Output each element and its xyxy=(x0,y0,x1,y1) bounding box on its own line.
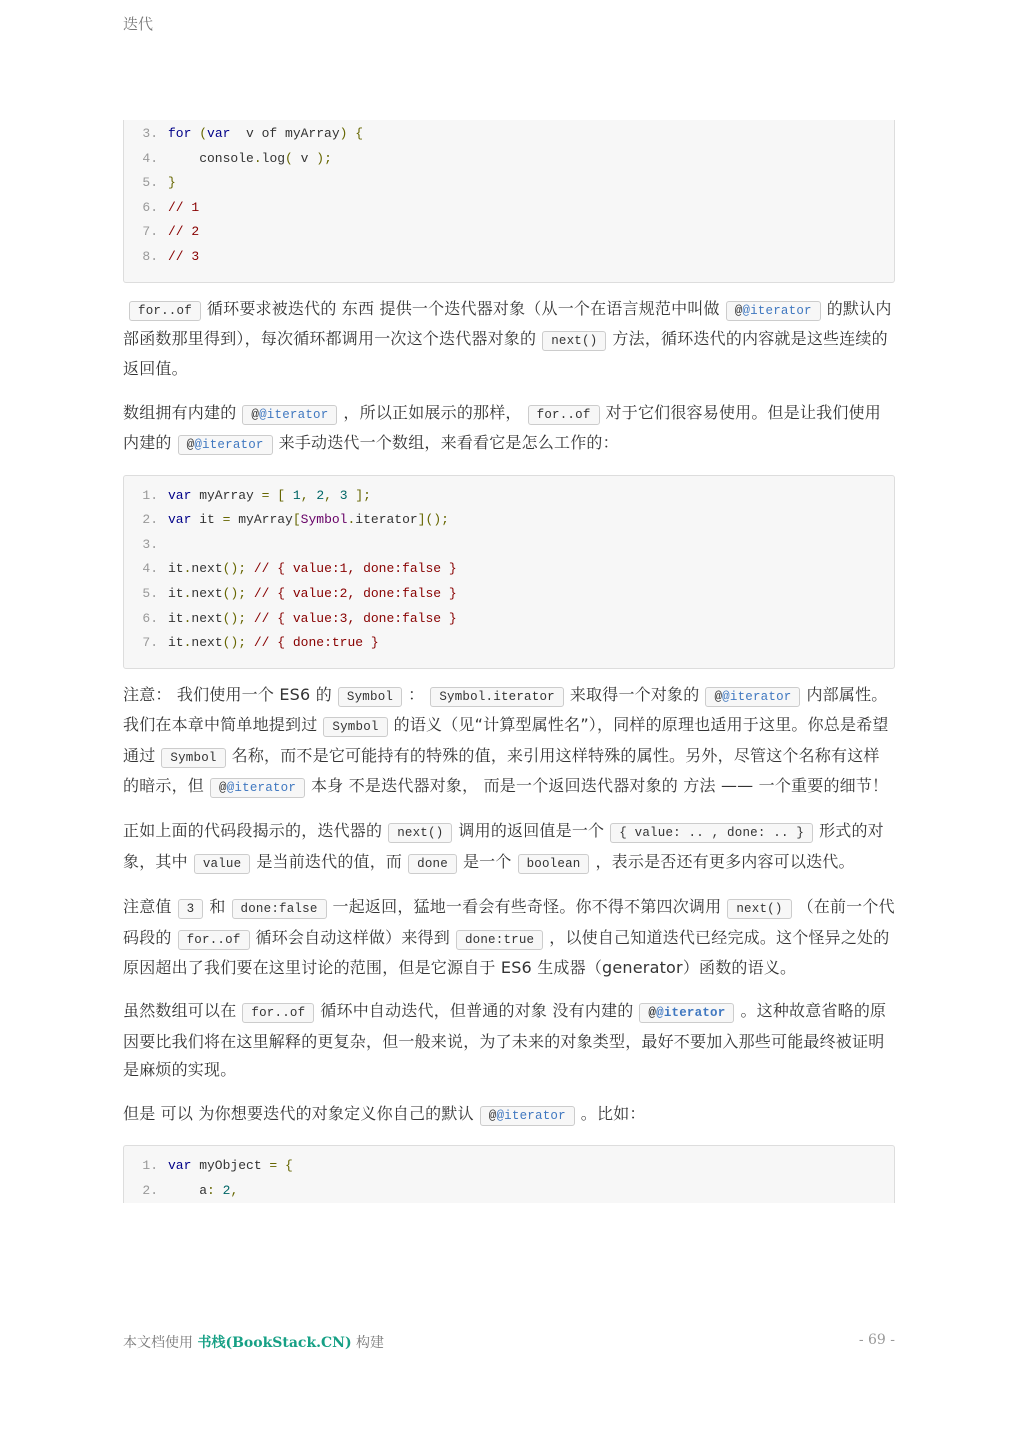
line-number: 8. xyxy=(142,248,158,264)
line-number: 6. xyxy=(142,199,158,215)
line-number: 5. xyxy=(142,175,158,191)
paragraph-for-of: for..of 循环要求被迭代的 东西 提供一个迭代器对象（从一个在语言规范中叫做 @@iterator 的默认内部函数那里得到），每次循环都调用一次这个迭代器对象的 next() 方法，循环迭代的内容就是这些连续的返回值。 xyxy=(123,298,892,379)
code-line: 2. var it = myArray[Symbol.iterator](); xyxy=(124,508,894,533)
line-number: 3. xyxy=(142,536,158,552)
paragraph-array-iterator: 数组拥有内建的 @@iterator ，所以正如展示的那样， for..of 对于它们很容易使用。但是让我们使用内建的 @@iterator 来手动迭代一个数组，来看看它是怎么工作的： xyxy=(123,399,895,460)
code-line: 1. var myArray = [ 1, 2, 3 ]; xyxy=(124,484,894,509)
inline-code: Symbol xyxy=(161,748,225,768)
inline-code: boolean xyxy=(518,854,590,874)
inline-code: for..of xyxy=(528,405,600,425)
paragraph-symbol-note: 注意： 我们使用一个 ES6 的 Symbol ： Symbol.iterator 来取得一个对象的 @@iterator 内部属性。我们在本章中简单地提到过 Symbol 的语义（见“计算型属性名”），同样的原理也适用于这里。你总是希望通过 Symbol 名称，而不是它可能持有的特殊的值，来引用这样特殊的属性。另外，尽管这个名称有这样的暗示，但 @@iterator 本身 不是迭代器对象， 而是一个返回迭代器对象的 方法 —— 一个重要的细节！ xyxy=(123,681,895,803)
paragraph-done-false: 注意值 3 和 done:false 一起返回，猛地一看会有些奇怪。你不得不第四次调用 next() （在前一个代码段的 for..of 循环会自动这样做）来得到 done:true ，以使自己知道迭代已经完成。这个怪异之处的原因超出了我们要在这里讨论的范围，但是它源自于 ES6 生成器（generator）函数的语义。 xyxy=(123,897,895,977)
inline-code: for..of xyxy=(242,1003,314,1023)
inline-code: @@iterator xyxy=(639,1003,734,1023)
code-line: 5. } xyxy=(124,171,894,196)
inline-code: for..of xyxy=(178,930,250,950)
inline-code: for..of xyxy=(129,301,201,321)
code-line: 4. console.log( v ); xyxy=(124,147,894,172)
code-line: 8. // 3 xyxy=(124,245,894,270)
line-number: 3. xyxy=(142,126,158,141)
inline-code: next() xyxy=(727,899,791,919)
paragraph-custom-iterator: 但是 可以 为你想要迭代的对象定义你自己的默认 @@iterator 。比如： xyxy=(123,1100,895,1130)
line-number: 1. xyxy=(142,1158,158,1174)
inline-code: { value: .. , done: .. } xyxy=(610,823,813,843)
code-block-my-object xyxy=(123,1145,895,1203)
inline-code: Symbol.iterator xyxy=(430,687,564,707)
code-line: 1. var myObject = { xyxy=(124,1154,894,1179)
code-line: 6. // 1 xyxy=(124,196,894,221)
inline-code: @@iterator xyxy=(210,778,305,798)
paragraph-plain-objects: 虽然数组可以在 for..of 循环中自动迭代，但普通的对象 没有内建的 @@iterator 。这种故意省略的原因要比我们将在这里解释的更复杂，但一般来说，为了未来的对象类型，最好不要加入那些可能最终被证明是麻烦的实现。 xyxy=(123,1001,887,1080)
line-number: 5. xyxy=(142,585,158,601)
code-line: 6. it.next(); // { value:3, done:false } xyxy=(124,607,894,632)
code-line: 5. it.next(); // { value:2, done:false } xyxy=(124,582,894,607)
page-number: - 69 - xyxy=(858,1332,895,1348)
code-line xyxy=(124,533,894,558)
code-line: 7. it.next(); // { done:true } xyxy=(124,631,894,656)
inline-code: Symbol xyxy=(323,717,387,737)
line-number: 1. xyxy=(142,487,158,503)
inline-code: 3 xyxy=(178,899,204,919)
inline-code: @@iterator xyxy=(705,687,800,707)
inline-code: @@iterator xyxy=(480,1106,575,1126)
inline-code: @@iterator xyxy=(726,301,821,321)
inline-code: done:false xyxy=(232,899,327,919)
page-footer: 本文档使用 书栈(BookStack.CN) 构建 xyxy=(123,1335,385,1351)
page-content xyxy=(123,120,895,1319)
line-number: 4. xyxy=(142,561,158,577)
code-block-manual-iteration xyxy=(123,475,895,669)
line-number: 7. xyxy=(142,224,158,240)
line-number: 4. xyxy=(142,150,158,166)
line-number: 7. xyxy=(142,635,158,651)
code-block-for-of xyxy=(123,120,895,283)
line-number: 2. xyxy=(142,512,158,528)
code-line: 3. for (var v of myArray) { xyxy=(124,122,894,147)
inline-code: next() xyxy=(388,823,452,843)
line-number: 2. xyxy=(142,1182,158,1198)
inline-code: Symbol xyxy=(338,687,402,707)
inline-code: @@iterator xyxy=(242,405,337,425)
page-header-title: 迭代 xyxy=(123,15,154,33)
code-line: 2. a: 2, xyxy=(124,1179,894,1204)
inline-code: done:true xyxy=(456,930,543,950)
code-line: 7. // 2 xyxy=(124,220,894,245)
line-number: 6. xyxy=(142,610,158,626)
inline-code: value xyxy=(194,854,251,874)
inline-code: @@iterator xyxy=(178,435,273,455)
code-line: 4. it.next(); // { value:1, done:false } xyxy=(124,557,894,582)
inline-code: done xyxy=(408,854,457,874)
bookstack-link[interactable]: 书栈(BookStack.CN) xyxy=(197,1335,352,1351)
paragraph-next-result: 正如上面的代码段揭示的，迭代器的 next() 调用的返回值是一个 { value: .. , done: .. } 形式的对象，其中 value 是当前迭代的值，而 done 是一个 boolean ，表示是否还有更多内容可以迭代。 xyxy=(123,817,895,878)
inline-code: next() xyxy=(542,331,606,351)
